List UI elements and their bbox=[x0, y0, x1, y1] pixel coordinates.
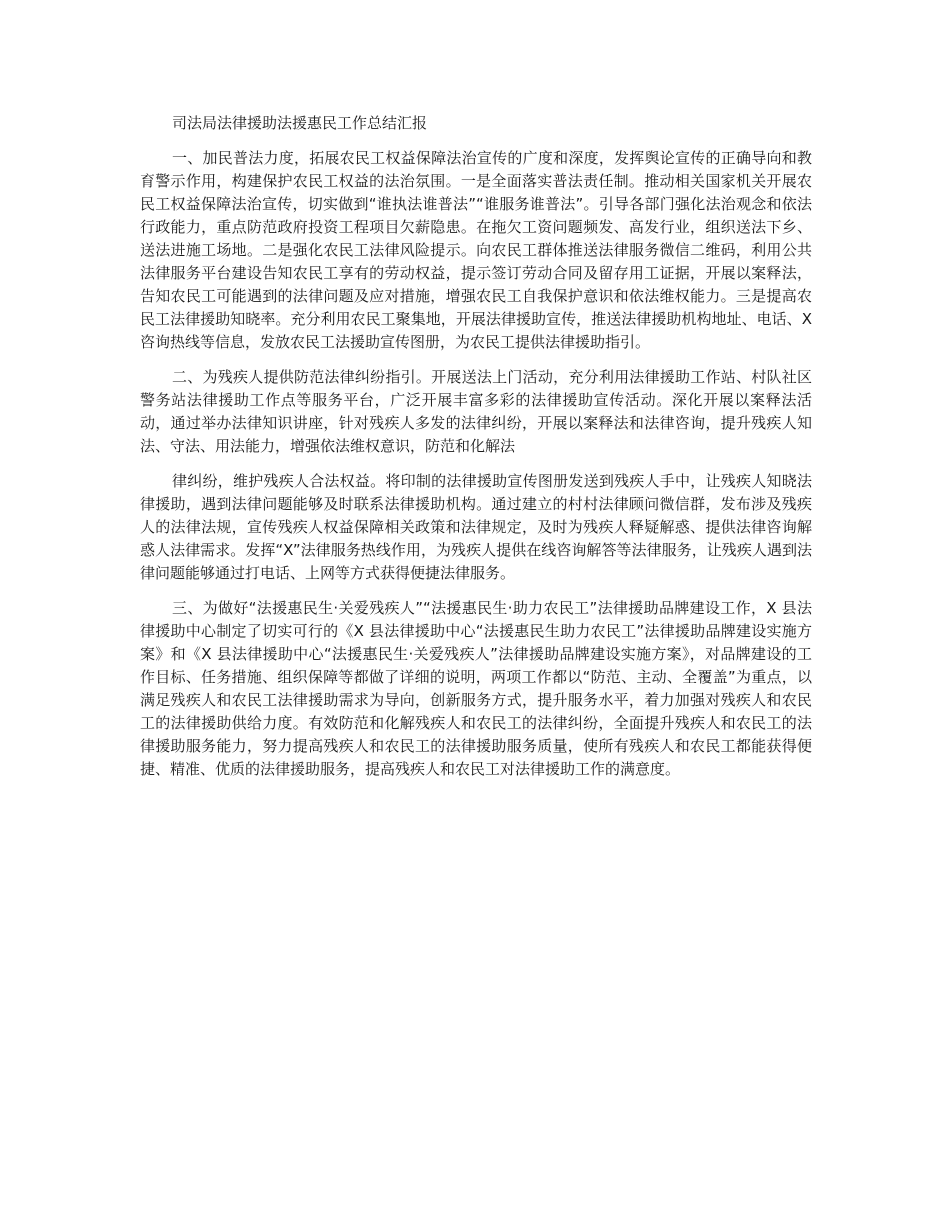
document-body bbox=[140, 112, 812, 793]
paragraph-disabled-persons-continued: 律纠纷，维护残疾人合法权益。将印制的法律援助宣传图册发送到残疾人手中，让残疾人知晓法律援助，遇到法律问题能够及时联系法律援助机构。通过建立的村村法律顾问微信群，发布涉及残疾人的法律法规，宣传残疾人权益保障相关政策和法律规定，及时为残疾人释疑解惑、提供法律咨询解惑人法律需求。发挥“X”法律服务热线作用，为残疾人提供在线咨询解答等法律服务，让残疾人遇到法律问题能够通过打电话、上网等方式获得便捷法律服务。 bbox=[140, 472, 812, 582]
paragraph-migrant-workers: 一、加民普法力度，拓展农民工权益保障法治宣传的广度和深度，发挥舆论宣传的正确导向和教育警示作用，构建保护农民工权益的法治氛围。一是全面落实普法责任制。推动相关国家机关开展农民工权益保障法治宣传，切实做到“谁执法谁普法”“谁服务谁普法”。引导各部门强化法治观念和依法行政能力，重点防范政府投资工程项目欠薪隐患。在拖欠工资问题频发、高发行业，组织送法下乡、送法进施工场地。二是强化农民工法律风险提示。向农民工群体推送法律服务微信二维码，利用公共法律服务平台建设告知农民工享有的劳动权益，提示签订劳动合同及留存用工证据，开展以案释法，告知农民工可能遇到的法律问题及应对措施，增强农民工自我保护意识和依法维权能力。三是提高农民工法律援助知晓率。充分利用农民工聚集地，开展法律援助宣传，推送法律援助机构地址、电话、X 咨询热线等信息，发放农民工法援助宣传图册，为农民工提供法律援助指引。 bbox=[140, 149, 812, 351]
paragraph-disabled-persons: 二、为残疾人提供防范法律纠纷指引。开展送法上门活动，充分利用法律援助工作站、村队社区警务站法律援助工作点等服务平台，广泛开展丰富多彩的法律援助宣传活动。深化开展以案释法活动，通过举办法律知识讲座，针对残疾人多发的法律纠纷，开展以案释法和法律咨询，提升残疾人知法、守法、用法能力，增强依法维权意识，防范和化解法 bbox=[140, 368, 812, 455]
document-title: 司法局法律援助法援惠民工作总结汇报 bbox=[172, 114, 428, 132]
paragraph-brand-building: 三、为做好“法援惠民生·关爱残疾人”“法援惠民生·助力农民工”法律援助品牌建设工作，X 县法律援助中心制定了切实可行的《X 县法律援助中心“法援惠民生助力农民工”法律援助品牌建设实施方案》和《X 县法律援助中心“法援惠民生·关爱残疾人”法律援助品牌建设实施方案》，对品牌建设的工作目标、任务措施、组织保障等都做了详细的说明，两项工作都以“防范、主动、全覆盖”为重点，以满足残疾人和农民工法律援助需求为导向，创新服务方式，提升服务水平，着力加强对残疾人和农民工的法律援助供给力度。有效防范和化解残疾人和农民工的法律纠纷，全面提升残疾人和农民工的法律援助服务能力，努力提高残疾人和农民工的法律援助服务质量，使所有残疾人和农民工都能获得便捷、精准、优质的法律援助服务，提高残疾人和农民工对法律援助工作的满意度。 bbox=[140, 599, 812, 778]
